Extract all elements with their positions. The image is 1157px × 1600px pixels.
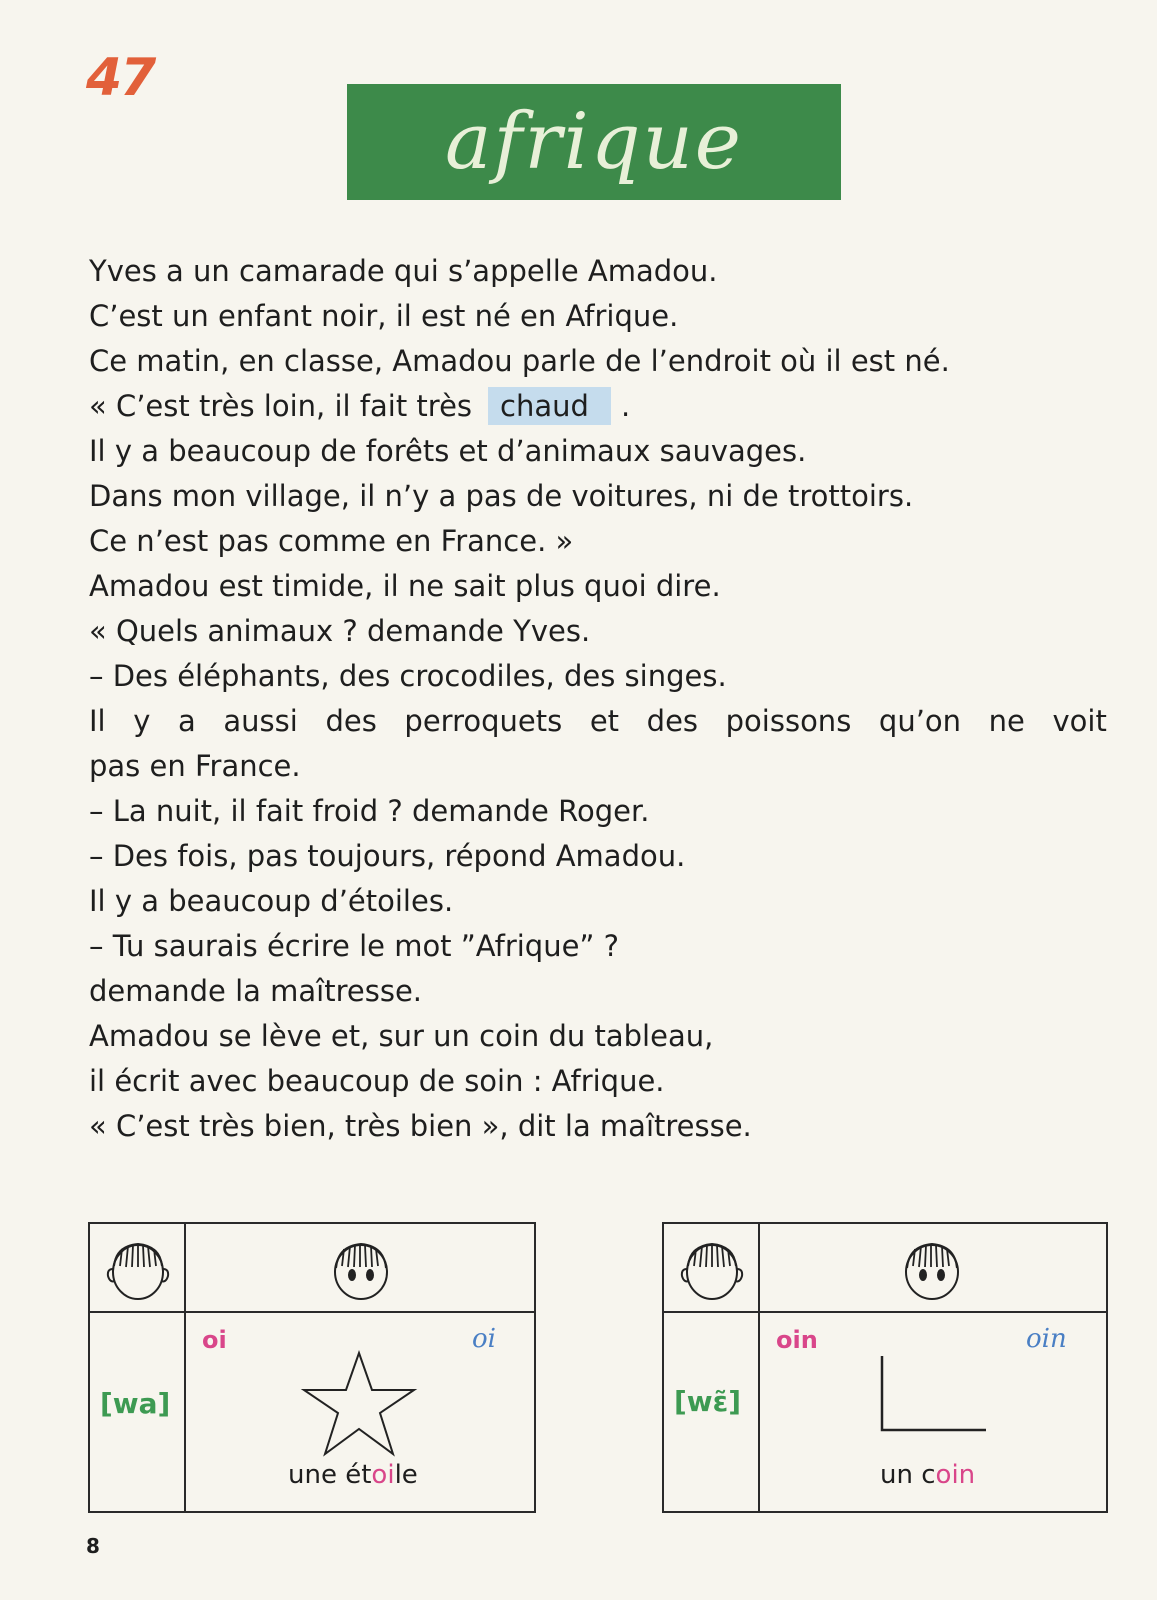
story-line: Amadou est timide, il ne sait plus quoi dire. xyxy=(89,569,721,603)
story-line: Il y a beaucoup d’étoiles. xyxy=(89,884,454,918)
corner-icon xyxy=(880,1356,990,1434)
divider xyxy=(758,1224,760,1511)
word: des xyxy=(325,704,377,738)
star-icon xyxy=(300,1350,418,1458)
word: aussi xyxy=(223,704,298,738)
highlighted-word: chaud xyxy=(488,387,611,425)
page-number: 8 xyxy=(86,1534,100,1558)
story-line: Dans mon village, il n’y a pas de voitures, ni de trottoirs. xyxy=(89,479,914,513)
caption-part: une ét xyxy=(288,1460,372,1490)
story-line-justified xyxy=(89,699,1107,744)
story-line: il écrit avec beaucoup de soin : Afrique. xyxy=(89,1064,665,1098)
word: y xyxy=(133,704,151,738)
phonics-box-oin xyxy=(662,1222,1108,1513)
story-line-end: . xyxy=(620,389,631,423)
chalkboard xyxy=(347,84,841,200)
word: qu’on xyxy=(878,704,962,738)
story-line-start: « C’est très loin, il fait très xyxy=(89,389,473,423)
word: a xyxy=(178,704,196,738)
word: et xyxy=(589,704,620,738)
word: poissons xyxy=(725,704,852,738)
story-line: – Des fois, pas toujours, répond Amadou. xyxy=(89,839,686,873)
story-line: « Quels animaux ? demande Yves. xyxy=(89,614,591,648)
caption-part: le xyxy=(394,1460,418,1490)
script-grapheme: oin xyxy=(1026,1324,1067,1354)
divider xyxy=(664,1311,1106,1313)
child-face-icon xyxy=(325,1236,397,1302)
lesson-number: 47 xyxy=(86,48,155,108)
child-face-icon xyxy=(896,1236,968,1302)
story-line: pas en France. xyxy=(89,749,301,783)
phoneme-label: [wɛ̃] xyxy=(674,1385,742,1418)
story-line: Amadou se lève et, sur un coin du tableau, xyxy=(89,1019,714,1053)
phonics-box-oi xyxy=(88,1222,536,1513)
word: perroquets xyxy=(404,704,563,738)
divider xyxy=(184,1224,186,1511)
story-line: demande la maîtresse. xyxy=(89,974,423,1008)
caption-highlight: oin xyxy=(935,1460,976,1490)
child-face-with-ears-icon xyxy=(102,1236,174,1302)
print-grapheme: oi xyxy=(202,1326,227,1354)
board-word: afrique xyxy=(445,97,743,187)
story-line: Il y a beaucoup de forêts et d’animaux sauvages. xyxy=(89,434,807,468)
word: Il xyxy=(89,704,106,738)
word: des xyxy=(646,704,699,738)
story-line: Ce matin, en classe, Amadou parle de l’endroit où il est né. xyxy=(89,344,950,378)
caption-highlight: oi xyxy=(371,1460,395,1490)
picture-caption xyxy=(288,1460,418,1490)
story-line: C’est un enfant noir, il est né en Afrique. xyxy=(89,299,679,333)
story-line: – La nuit, il fait froid ? demande Roger. xyxy=(89,794,650,828)
story-line xyxy=(89,384,1107,429)
story-text xyxy=(89,249,1107,1149)
word: ne xyxy=(988,704,1025,738)
child-face-with-ears-icon xyxy=(676,1236,748,1302)
word: voit xyxy=(1052,704,1107,738)
story-line: – Des éléphants, des crocodiles, des singes. xyxy=(89,659,727,693)
phoneme-label: [wa] xyxy=(100,1387,171,1420)
story-line: – Tu saurais écrire le mot ”Afrique” ? xyxy=(89,929,620,963)
divider xyxy=(90,1311,534,1313)
caption-part: un c xyxy=(880,1460,936,1490)
story-line: Yves a un camarade qui s’appelle Amadou. xyxy=(89,254,718,288)
print-grapheme: oin xyxy=(776,1326,818,1354)
story-line: Ce n’est pas comme en France. » xyxy=(89,524,574,558)
picture-caption xyxy=(880,1460,975,1490)
story-line: « C’est très bien, très bien », dit la maîtresse. xyxy=(89,1109,752,1143)
script-grapheme: oi xyxy=(472,1324,496,1354)
